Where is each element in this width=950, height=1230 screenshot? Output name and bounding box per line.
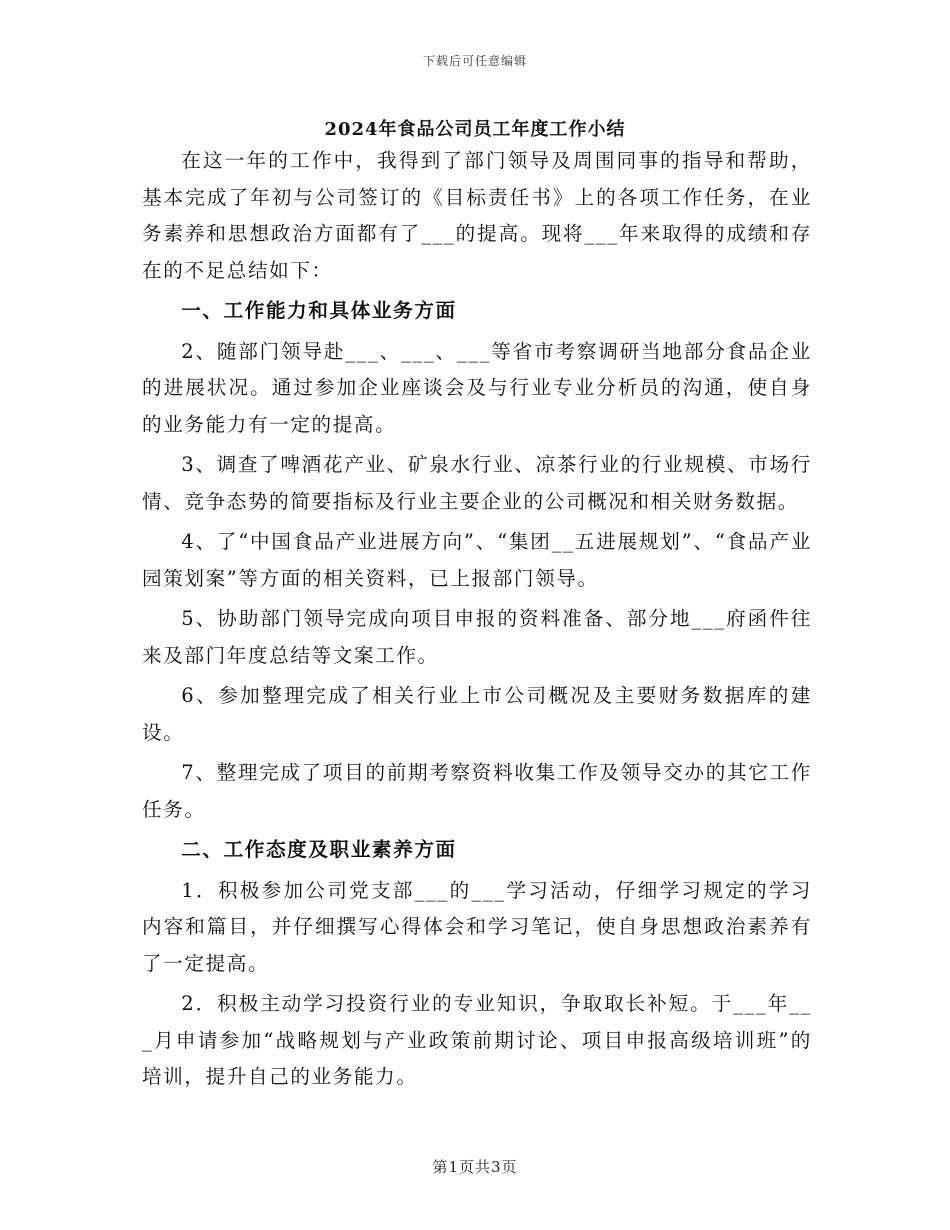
list-item: 2、随部门领导赴___、___、___等省市考察调研当地部分食品企业的进展状况。通过参加企业座谈会及与行业专业分析员的沟通，使自身的业务能力有一定的提高。	[142, 339, 812, 436]
section-heading-1: 一、工作能力和具体业务方面	[181, 299, 457, 322]
list-item: 4、了“中国食品产业进展方向”、“集团__五进展规划”、“食品产业园策划案”等方面的相关资料，已上报部门领导。	[142, 530, 812, 590]
document-body	[142, 143, 812, 1100]
list-item: 5、协助部门领导完成向项目申报的资料准备、部分地___府函件往来及部门年度总结等文案工作。	[142, 607, 812, 667]
page-number-footer: 第1页共3页	[432, 1158, 518, 1176]
document-title: 2024年食品公司员工年度工作小结	[324, 119, 626, 140]
list-item: 3、调查了啤酒花产业、矿泉水行业、凉茶行业的行业规模、市场行情、竞争态势的简要指标及行业主要企业的公司概况和相关财务数据。	[142, 453, 812, 513]
header-note: 下载后可任意编辑	[422, 54, 527, 68]
section-heading-2: 二、工作态度及职业素养方面	[181, 838, 457, 861]
list-item: 1．积极参加公司党支部___的___学习活动，仔细学习规定的学习内容和篇目，并仔细撰写心得体会和学习笔记，使自身思想政治素养有了一定提高。	[142, 878, 812, 975]
list-item: 7、整理完成了项目的前期考察资料收集工作及领导交办的其它工作任务。	[142, 761, 812, 821]
list-item: 2．积极主动学习投资行业的专业知识，争取取长补短。于___年___月申请参加“战略规划与产业政策前期讨论、项目申报高级培训班”的培训，提升自己的业务能力。	[142, 992, 812, 1088]
list-item: 6、参加整理完成了相关行业上市公司概况及主要财务数据库的建设。	[142, 684, 812, 744]
intro-paragraph: 在这一年的工作中，我得到了部门领导及周围同事的指导和帮助，基本完成了年初与公司签订的《目标责任书》上的各项工作任务，在业务素养和思想政治方面都有了___的提高。现将___年来取得的成绩和存在的不足总结如下：	[142, 149, 812, 282]
